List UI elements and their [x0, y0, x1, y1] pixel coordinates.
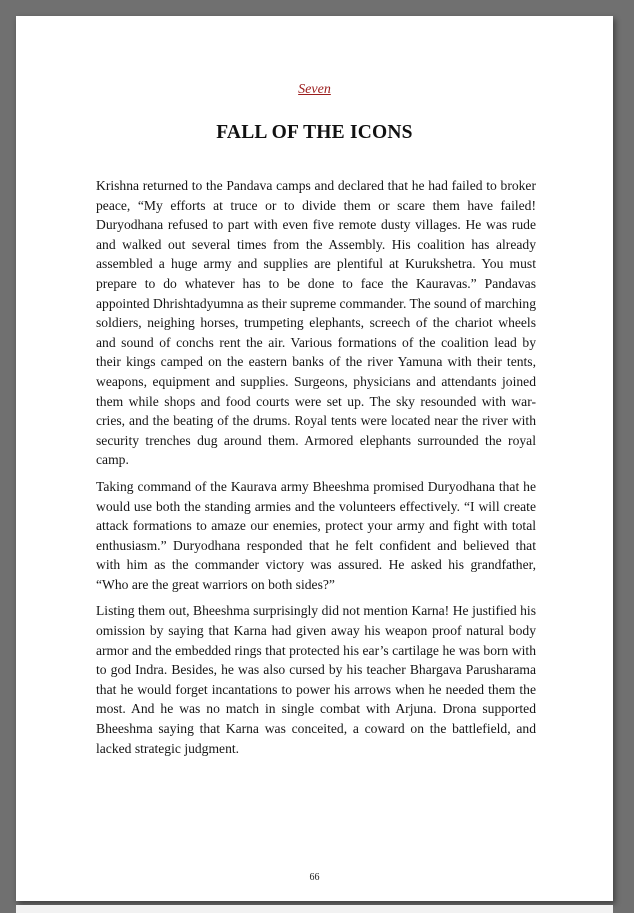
book-page [16, 16, 613, 901]
chapter-number-label: Seven [298, 82, 331, 97]
chapter-title: FALL OF THE ICONS [216, 122, 413, 143]
paragraph-2: Taking command of the Kaurava army Bheeshma promised Duryodhana that he would use both the standing armies and the volunteers effectively. “I will create attack formations to amaze our enemies, protect your army and fight with total enthusiasm.” Duryodhana responded that he felt confident and believed that with him as the commander victory was assured. He asked his grandfather, “Who are the great warriors on both sides?” [96, 478, 536, 592]
next-page-edge [16, 905, 613, 913]
paragraph-3: Listing them out, Bheeshma surprisingly did not mention Karna! He justified his omission by saying that Karna had given away his weapon proof natural body armor and the embedded rings that protected his ear’s cartilage he was born with to god Indra. Besides, he was also cursed by his teacher Bhargava Parusharama that he would forget incantations to power his arrows when he needed them the most. And he was no match in single combat with Arjuna. Drona supported Bheeshma saying that Karna was conceited, a coward on the battlefield, and lacked strategic judgment. [96, 603, 536, 756]
paragraph-1: Krishna returned to the Pandava camps and declared that he had failed to broker peace, “My efforts at truce or to divide them or scare them have failed! Duryodhana refused to part with even five remote dusty villages. He was rude and walked out several times from the Assembly. His coalition has already assembled a huge army and supplies are plentiful at Kurukshetra. You must prepare to do whatever has to be done to face the Kauravas.” Pandavas appointed Dhrishtadyumna as their supreme commander. The sound of marching soldiers, neighing horses, trumpeting elephants, screech of the chariot wheels and sound of conchs rent the air. Various formations of the coalition lead by their kings camped on the eastern banks of the river Yamuna with their tents, weapons, equipment and supplies. Surgeons, physicians and attendants joined them while shops and food courts were set up. The sky resounded with war-cries, and the beating of the drums. Royal tents were located near the river with security trenches dug around them. Armored elephants surrounded the royal camp. [96, 178, 536, 468]
page-number: 66 [309, 872, 320, 883]
chapter-body [96, 176, 536, 765]
